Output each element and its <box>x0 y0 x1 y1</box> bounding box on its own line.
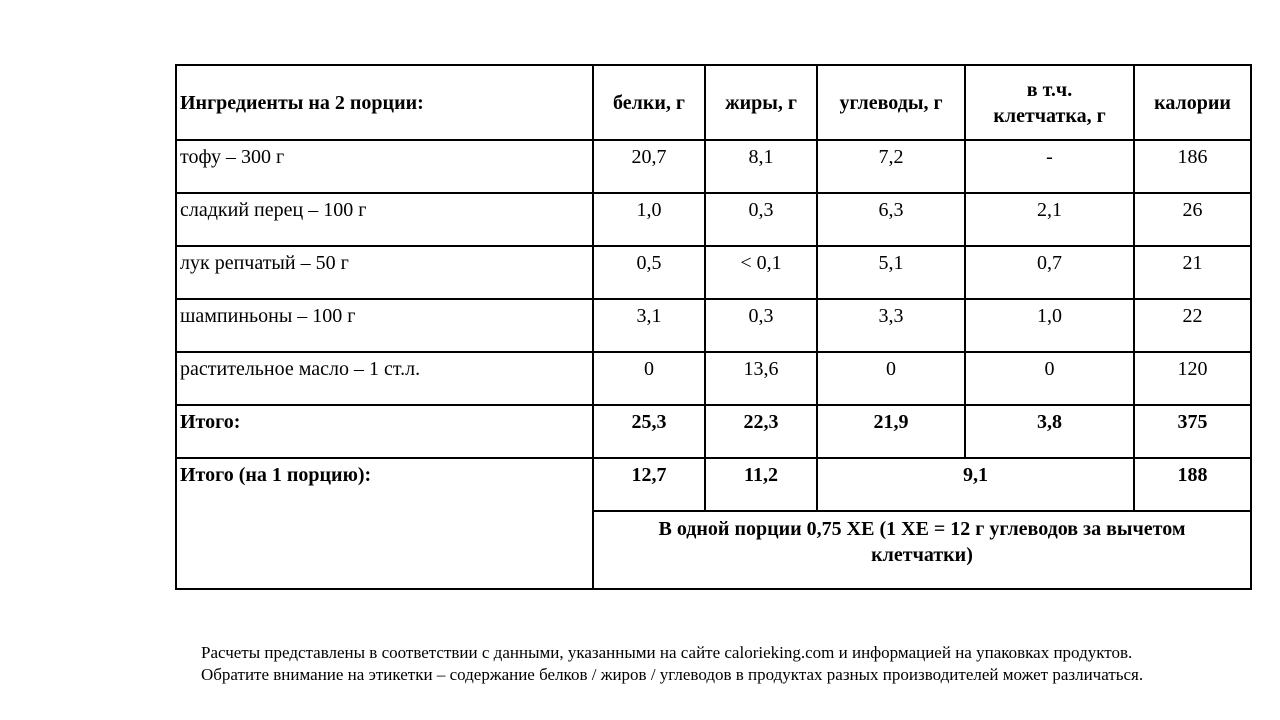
fiber-cell: 0 <box>965 352 1134 405</box>
fiber-cell: 0,7 <box>965 246 1134 299</box>
table-row <box>176 352 1251 405</box>
per-serving-calories: 188 <box>1134 458 1251 511</box>
table-header-row <box>176 65 1251 140</box>
header-calories: калории <box>1134 65 1251 140</box>
calories-cell: 26 <box>1134 193 1251 246</box>
ingredient-name: шампиньоны – 100 г <box>176 299 593 352</box>
per-serving-net-carbs: 9,1 <box>817 458 1134 511</box>
protein-cell: 3,1 <box>593 299 705 352</box>
carbs-cell: 0 <box>817 352 965 405</box>
protein-cell: 1,0 <box>593 193 705 246</box>
footnote-line-1: Расчеты представлены в соответствии с данными, указанными на сайте calorieking.com и информацией на упаковках продуктов. <box>201 643 1133 662</box>
total-label: Итого: <box>176 405 593 458</box>
per-serving-fat: 11,2 <box>705 458 817 511</box>
total-fat: 22,3 <box>705 405 817 458</box>
fiber-cell: 1,0 <box>965 299 1134 352</box>
per-serving-protein: 12,7 <box>593 458 705 511</box>
footnote-line-2: Обратите внимание на этикетки – содержание белков / жиров / углеводов в продуктах разных производителей может различаться. <box>201 665 1144 684</box>
carbs-cell: 3,3 <box>817 299 965 352</box>
header-fiber-line2: клетчатка, г <box>993 104 1106 127</box>
protein-cell: 0,5 <box>593 246 705 299</box>
fat-cell: 0,3 <box>705 299 817 352</box>
calories-cell: 22 <box>1134 299 1251 352</box>
table-row <box>176 140 1251 193</box>
ingredient-name: сладкий перец – 100 г <box>176 193 593 246</box>
calories-cell: 186 <box>1134 140 1251 193</box>
table-row <box>176 299 1251 352</box>
fiber-cell: 2,1 <box>965 193 1134 246</box>
header-protein: белки, г <box>593 65 705 140</box>
total-fiber: 3,8 <box>965 405 1134 458</box>
ingredient-name: тофу – 300 г <box>176 140 593 193</box>
per-serving-label: Итого (на 1 порцию): <box>176 458 593 589</box>
header-ingredients: Ингредиенты на 2 порции: <box>176 65 593 140</box>
fat-cell: 0,3 <box>705 193 817 246</box>
protein-cell: 20,7 <box>593 140 705 193</box>
carbs-cell: 5,1 <box>817 246 965 299</box>
table-row <box>176 193 1251 246</box>
protein-cell: 0 <box>593 352 705 405</box>
calories-cell: 120 <box>1134 352 1251 405</box>
carbs-cell: 7,2 <box>817 140 965 193</box>
footnote <box>201 642 1203 686</box>
ingredient-name: лук репчатый – 50 г <box>176 246 593 299</box>
header-fat: жиры, г <box>705 65 817 140</box>
nutrition-table <box>175 64 1252 590</box>
xe-note: В одной порции 0,75 ХЕ (1 ХЕ = 12 г углеводов за вычетом клетчатки) <box>593 511 1251 589</box>
fat-cell: 13,6 <box>705 352 817 405</box>
header-fiber <box>965 65 1134 140</box>
total-calories: 375 <box>1134 405 1251 458</box>
total-carbs: 21,9 <box>817 405 965 458</box>
header-carbs: углеводы, г <box>817 65 965 140</box>
fat-cell: < 0,1 <box>705 246 817 299</box>
total-protein: 25,3 <box>593 405 705 458</box>
total-row <box>176 405 1251 458</box>
per-serving-row <box>176 458 1251 511</box>
ingredient-name: растительное масло – 1 ст.л. <box>176 352 593 405</box>
table-row <box>176 246 1251 299</box>
calories-cell: 21 <box>1134 246 1251 299</box>
header-fiber-line1: в т.ч. <box>1026 78 1073 101</box>
carbs-cell: 6,3 <box>817 193 965 246</box>
fiber-cell: - <box>965 140 1134 193</box>
fat-cell: 8,1 <box>705 140 817 193</box>
